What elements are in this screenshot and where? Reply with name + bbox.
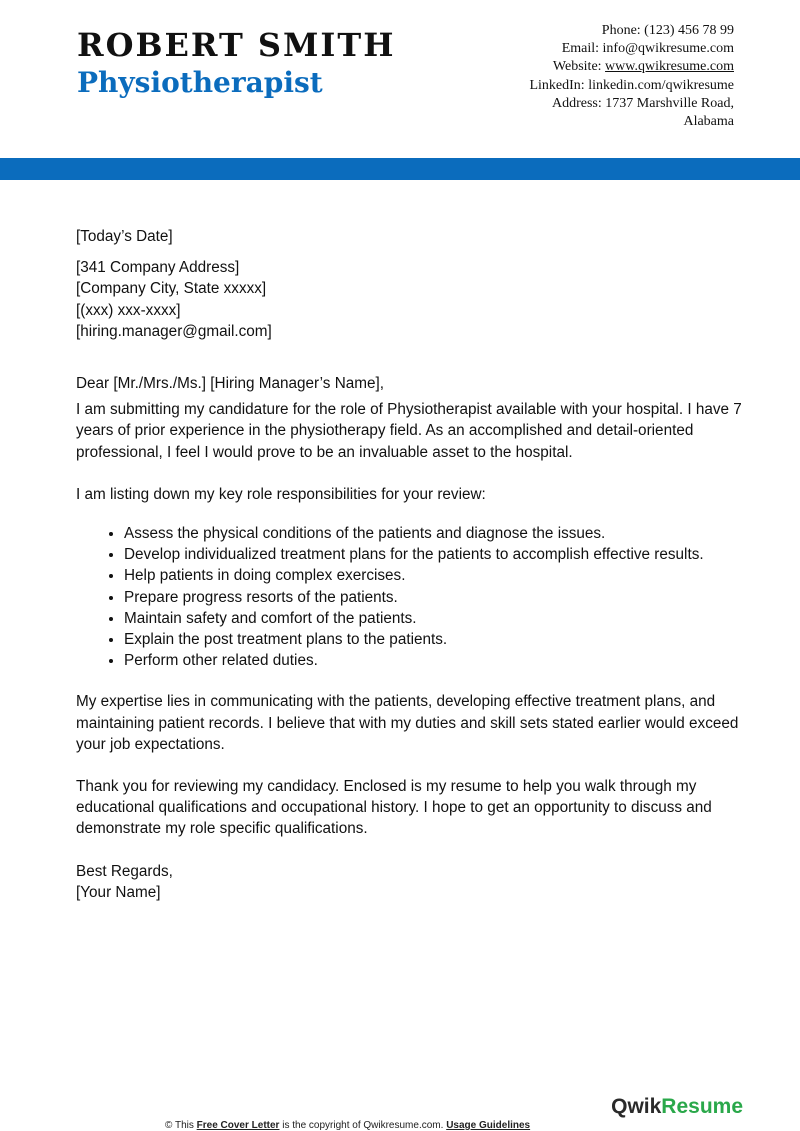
contact-value: (123) 456 78 99 bbox=[644, 23, 734, 38]
contact-value: 1737 Marshville Road, bbox=[605, 95, 734, 111]
contact-value: info@qwikresume.com bbox=[602, 41, 734, 57]
applicant-name: ROBERT SMITH bbox=[77, 26, 396, 64]
list-item: • Help patients in doing complex exercises. bbox=[124, 565, 744, 586]
contact-phone bbox=[434, 22, 734, 40]
contact-block bbox=[434, 22, 734, 131]
free-cover-letter-link[interactable]: Free Cover Letter bbox=[196, 1120, 280, 1131]
expertise-paragraph: My expertise lies in communicating with the patients, developing effective treatment plans, and maintaining patient records. I believe that with my duties and skill sets stated earlier would exceed your job expectations. bbox=[76, 693, 739, 753]
list-item: • Prepare progress resorts of the patients. bbox=[124, 587, 744, 608]
footer bbox=[0, 1095, 800, 1131]
list-item: • Assess the physical conditions of the patients and diagnose the issues. bbox=[124, 523, 744, 544]
recipient-line: [(xxx) xxx-xxxx] bbox=[76, 301, 181, 319]
list-item: • Develop individualized treatment plans for the patients to accomplish effective results. bbox=[124, 544, 744, 565]
website-link[interactable]: www.qwikresume.com bbox=[605, 59, 734, 75]
contact-label: Address: bbox=[552, 95, 602, 111]
contact-label: LinkedIn: bbox=[529, 77, 585, 93]
qwikresume-logo[interactable] bbox=[611, 1095, 743, 1119]
logo-part-resume: Resume bbox=[661, 1095, 743, 1118]
thanks-paragraph: Thank you for reviewing my candidacy. Enclosed is my resume to help you walk through my educational qualifications and occupational history. I hope to get an opportunity to discuss and demonstrate my role specific qualifications. bbox=[76, 778, 712, 838]
job-title: Physiotherapist bbox=[77, 66, 323, 99]
contact-address-line2: Alabama bbox=[683, 114, 734, 130]
contact-label: Email: bbox=[561, 41, 600, 57]
recipient-line: [341 Company Address] bbox=[76, 259, 240, 277]
signature: [Your Name] bbox=[76, 883, 161, 901]
copyright-notice bbox=[165, 1120, 530, 1131]
recipient-address bbox=[76, 257, 744, 342]
contact-address bbox=[434, 95, 734, 113]
contact-value: linkedin.com/qwikresume bbox=[588, 77, 734, 93]
contact-label: Phone: bbox=[601, 23, 641, 38]
salutation: Dear [Mr./Mrs./Ms.] [Hiring Manager’s Name], bbox=[76, 375, 384, 393]
list-intro: I am listing down my key role responsibilities for your review: bbox=[76, 485, 486, 503]
contact-website bbox=[434, 58, 734, 76]
copyright-prefix: © This bbox=[165, 1120, 197, 1131]
usage-guidelines-link[interactable]: Usage Guidelines bbox=[446, 1120, 531, 1131]
list-item: • Maintain safety and comfort of the patients. bbox=[124, 608, 744, 629]
contact-linkedin bbox=[434, 77, 734, 95]
recipient-line: [Company City, State xxxxx] bbox=[76, 280, 267, 298]
contact-email bbox=[434, 40, 734, 58]
list-item: • Explain the post treatment plans to the patients. bbox=[124, 629, 744, 650]
copyright-middle: is the copyright of Qwikresume.com. bbox=[279, 1120, 447, 1131]
letterhead bbox=[0, 0, 800, 158]
letter-body bbox=[76, 226, 744, 903]
duties-list bbox=[76, 523, 744, 671]
recipient-line: [hiring.manager@gmail.com] bbox=[76, 322, 272, 340]
logo-part-qwik: Qwik bbox=[611, 1095, 662, 1118]
contact-label: Website: bbox=[552, 59, 602, 75]
intro-paragraph: I am submitting my candidature for the role of Physiotherapist available with your hospital. I have 7 years of prior experience in the physiotherapy field. As an accomplished and detail-oriented professional, I feel I would prove to be an invaluable asset to the hospital. bbox=[76, 401, 742, 461]
closing: Best Regards, bbox=[76, 862, 173, 880]
list-item: • Perform other related duties. bbox=[124, 650, 744, 671]
accent-band bbox=[0, 158, 800, 180]
letter-date: [Today’s Date] bbox=[76, 228, 173, 245]
